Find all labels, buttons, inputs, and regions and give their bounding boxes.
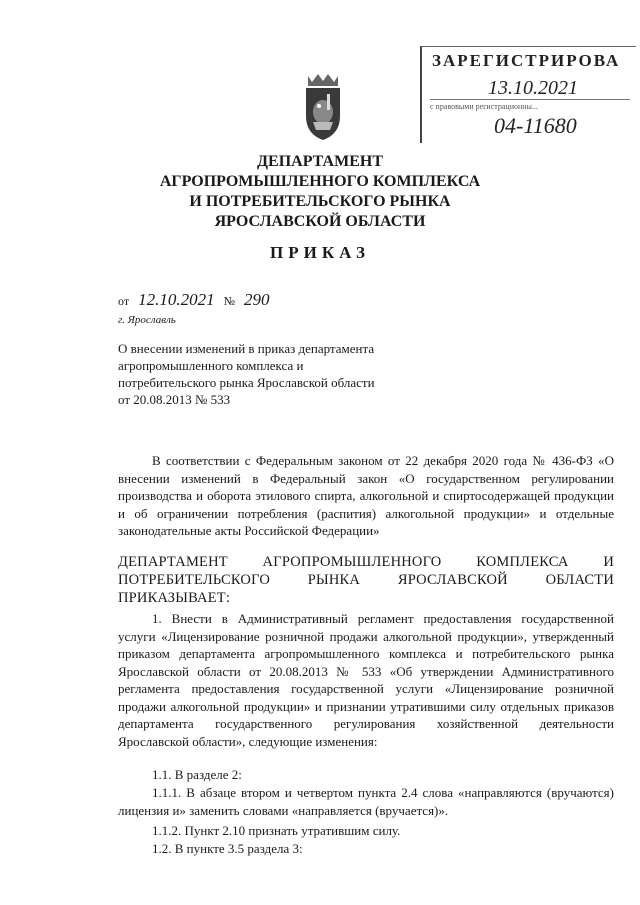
order-city: г. Ярославль — [118, 314, 176, 326]
order-date: 12.10.2021 — [138, 290, 215, 309]
orders-heading-line-2: ПОТРЕБИТЕЛЬСКОГО РЫНКА ЯРОСЛАВСКОЙ ОБЛАСТИ — [118, 572, 614, 588]
stamp-date: 13.10.2021 — [488, 77, 578, 99]
department-heading-line-2: АГРОПРОМЫШЛЕННОГО КОМПЛЕКСА — [159, 173, 481, 190]
coat-of-arms-icon — [300, 72, 346, 142]
department-heading-line-4: ЯРОСЛАВСКОЙ ОБЛАСТИ — [214, 213, 426, 230]
orders-heading-line-3: ПРИКАЗЫВАЕТ: — [118, 590, 231, 606]
registration-stamp — [420, 46, 636, 143]
order-number-sign: № — [223, 294, 236, 308]
stamp-reg-number: 04-11680 — [494, 113, 577, 138]
stamp-fine-print: с правовыми регистрационны... — [430, 102, 538, 111]
item-1-1-1-paragraph: 1.1.1. В абзаце втором и четвертом пункта 2.4 слова «направляются (вручаются) лицензия и» заменить словами «направляется (вручается)». — [118, 785, 614, 818]
stamp-title: ЗАРЕГИСТРИРОВА — [432, 51, 621, 70]
department-heading-line-3: И ПОТРЕБИТЕЛЬСКОГО РЫНКА — [189, 193, 451, 210]
department-heading-line-1: ДЕПАРТАМЕНТ — [257, 153, 383, 170]
order-from-label: от — [118, 294, 130, 308]
order-meta — [118, 290, 276, 310]
stamp-divider — [430, 99, 630, 100]
order-number: 290 — [244, 290, 270, 309]
preamble-paragraph: В соответствии с Федеральным законом от 22 декабря 2020 года № 436-ФЗ «О внесении изменений в Федеральный закон «О государственном регулировании производства и оборота этилового спирта, алкогольной и спиртосодержащей продукции и об ограничении потребления (распития) алкогольной продукции» и отдельные законодательные акты Российской Федерации» — [118, 453, 614, 538]
item-1-1-2-paragraph: 1.1.2. Пункт 2.10 признать утратившим силу. — [152, 823, 401, 838]
order-subject: О внесении изменений в приказ департамента агропромышленного комплекса и потребительского рынка Ярославской области от 20.08.2013 № 533 — [118, 341, 375, 407]
orders-heading-line-1: ДЕПАРТАМЕНТ АГРОПРОМЫШЛЕННОГО КОМПЛЕКСА И — [118, 554, 614, 570]
item-1-paragraph: 1. Внести в Административный регламент предоставления государственной услуги «Лицензирование розничной продажи алкогольной продукции», утвержденный приказом департамента агропромышленного комплекса и потребительского рынка Ярославской области от 20.08.2013 № 533 «Об утверждении Административного регламента предоставления государственной услуги «Лицензирование розничной продажи алкогольной продукции» и признании утратившими силу отдельных приказов департамента государственного регулирования хозяйственной деятельности Ярославской области», следующие изменения: — [118, 611, 614, 749]
document-type-title: ПРИКАЗ — [270, 243, 370, 262]
item-1-2-paragraph: 1.2. В пункте 3.5 раздела 3: — [152, 841, 303, 856]
item-1-1-paragraph: 1.1. В разделе 2: — [152, 767, 242, 782]
